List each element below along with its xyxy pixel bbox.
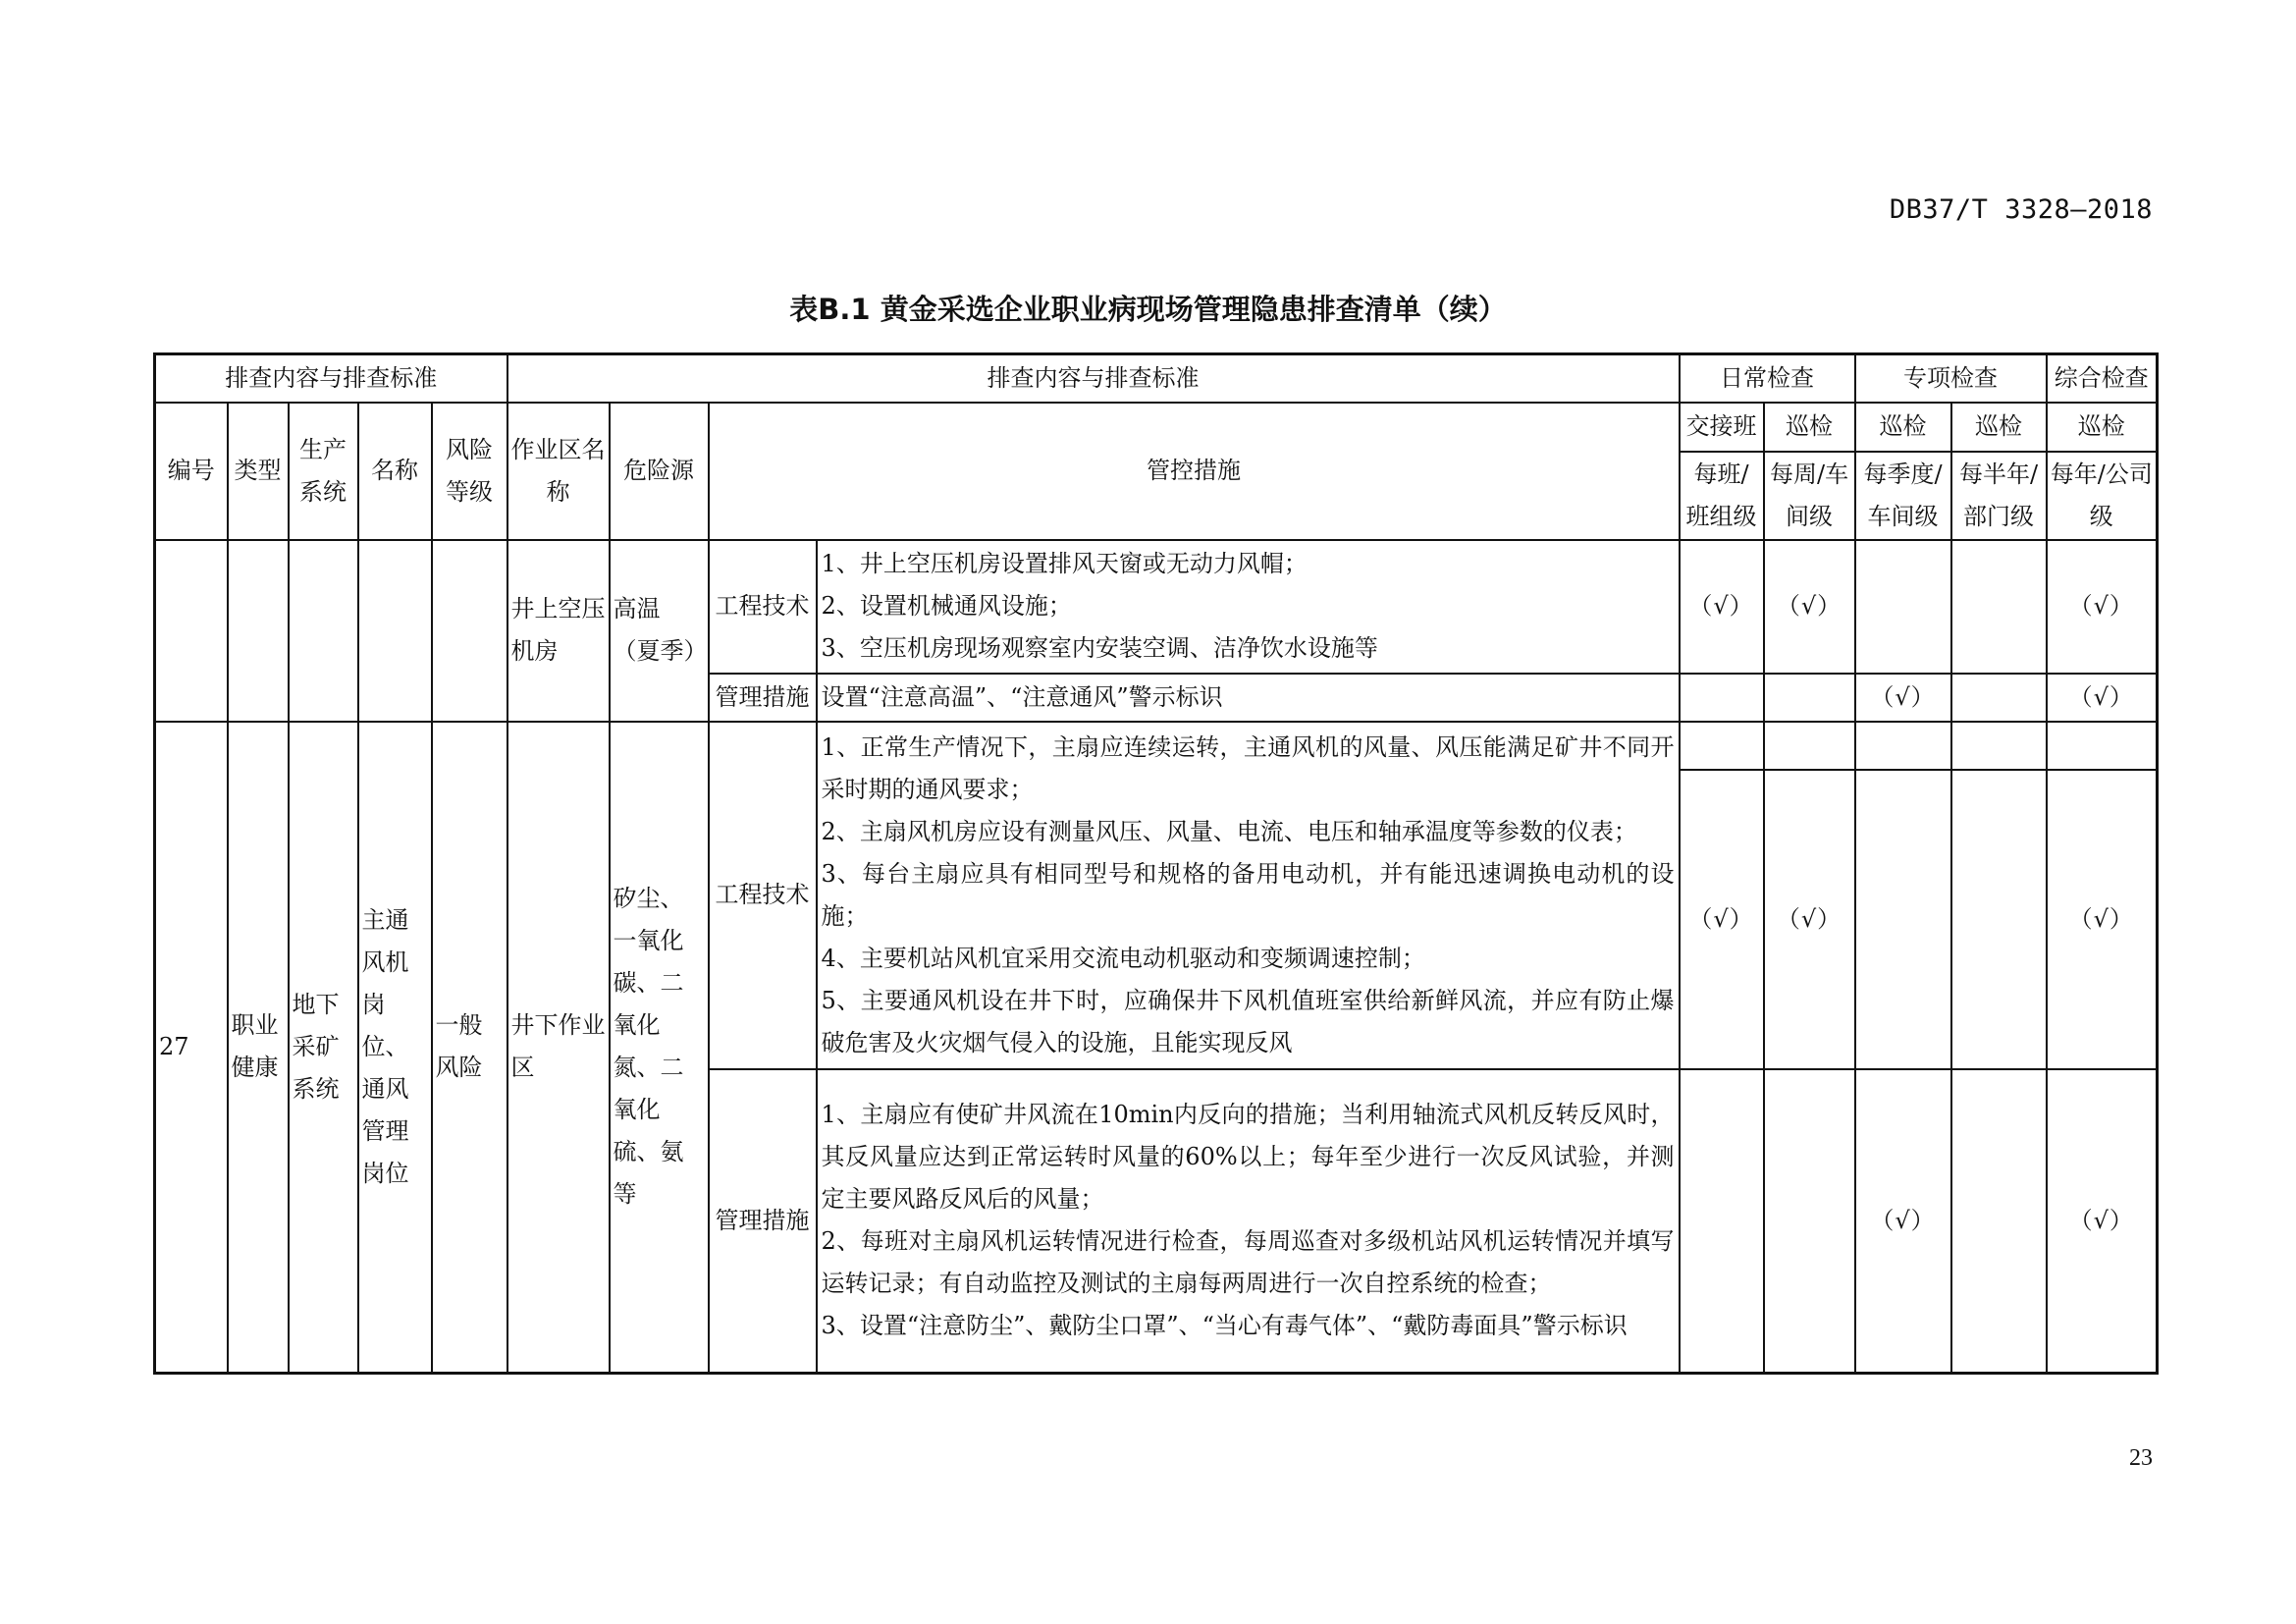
empty-check-cell [1951,722,2047,770]
header-group-right: 排查内容与排查标准 [507,354,1680,403]
check-shift [1680,1069,1764,1374]
hazard-cell: 矽尘、一氧化碳、二氧化氮、二氧化硫、氨等 [610,722,709,1374]
checklist-table [153,352,2159,1375]
header-freq-half: 每半年/部门级 [1951,452,2047,540]
measure-type-management: 管理措施 [709,1069,817,1374]
empty-check-cell [1680,722,1764,770]
check-quarter [1855,770,1951,1069]
empty-check-cell [1764,722,1855,770]
continued-risk-cell [432,540,507,722]
header-work-area: 作业区名称 [507,403,610,540]
header-group-left: 排查内容与排查标准 [155,354,507,403]
item-system-cell: 地下采矿系统 [289,722,358,1374]
check-shift [1680,674,1764,722]
measure-type-management: 管理措施 [709,674,817,722]
check-week: （√） [1764,540,1855,674]
check-half [1951,1069,2047,1374]
check-half [1951,674,2047,722]
item-risk-cell: 一般风险 [432,722,507,1374]
header-patrol-year: 巡检 [2047,403,2158,452]
table-title: 表B.1 黄金采选企业职业病现场管理隐患排查清单（续） [789,293,1507,326]
check-year: （√） [2047,1069,2158,1374]
measure-type-engineering: 工程技术 [709,722,817,1069]
header-patrol-half: 巡检 [1951,403,2047,452]
check-week [1764,674,1855,722]
continued-system-cell [289,540,358,722]
header-risk-level: 风险等级 [432,403,507,540]
header-freq-quarter: 每季度/车间级 [1855,452,1951,540]
work-area-cell: 井上空压机房 [507,540,610,722]
header-freq-year: 每年/公司级 [2047,452,2158,540]
check-half [1951,770,2047,1069]
header-comprehensive-check: 综合检查 [2047,354,2158,403]
check-quarter: （√） [1855,1069,1951,1374]
header-patrol-week: 巡检 [1764,403,1855,452]
header-special-check: 专项检查 [1855,354,2047,403]
item-type-cell: 职业健康 [228,722,289,1374]
header-control-measures: 管控措施 [709,403,1680,540]
header-type: 类型 [228,403,289,540]
page-number: 23 [2129,1445,2153,1471]
header-number: 编号 [155,403,228,540]
header-handover: 交接班 [1680,403,1764,452]
measure-text-engineering: 1、井上空压机房设置排风天窗或无动力风帽； 2、设置机械通风设施； 3、空压机房现场观察室内安装空调、洁净饮水设施等 [817,540,1680,674]
hazard-cell: 高温（夏季） [610,540,709,722]
check-quarter [1855,540,1951,674]
check-week [1764,1069,1855,1374]
work-area-cell: 井下作业区 [507,722,610,1374]
check-quarter: （√） [1855,674,1951,722]
header-name: 名称 [358,403,432,540]
document-code: DB37/T 3328—2018 [1889,194,2153,225]
item-number-cell: 27 [155,722,228,1374]
header-hazard: 危险源 [610,403,709,540]
header-patrol-quarter: 巡检 [1855,403,1951,452]
check-half [1951,540,2047,674]
empty-check-cell [1855,722,1951,770]
check-shift: （√） [1680,540,1764,674]
check-year: （√） [2047,770,2158,1069]
header-daily-check: 日常检查 [1680,354,1855,403]
empty-check-cell [2047,722,2158,770]
check-year: （√） [2047,540,2158,674]
item-name-cell: 主通风机岗位、通风管理岗位 [358,722,432,1374]
measure-text-management: 设置“注意高温”、“注意通风”警示标识 [817,674,1680,722]
measure-text-management: 1、主扇应有使矿井风流在10min内反向的措施；当利用轴流式风机反转反风时，其反风量应达到正常运转时风量的60%以上；每年至少进行一次反风试验，并测定主要风路反风后的风量； 2、每班对主扇风机运转情况进行检查，每周巡查对多级机站风机运转情况并填写运转记录；有自动监控及测试的主扇每两周进行一次自控系统的检查； 3、设置“注意防尘”、戴防尘口罩”、“当心有毒气体”、“戴防毒面具”警示标识 [817,1069,1680,1374]
continued-number-cell [155,540,228,722]
measure-text-engineering: 1、正常生产情况下，主扇应连续运转，主通风机的风量、风压能满足矿井不同开采时期的通风要求； 2、主扇风机房应设有测量风压、风量、电流、电压和轴承温度等参数的仪表； 3、每台主扇应具有相同型号和规格的备用电动机，并有能迅速调换电动机的设施； 4、主要机站风机宜采用交流电动机驱动和变频调速控制； 5、主要通风机设在井下时，应确保井下风机值班室供给新鲜风流，并应有防止爆破危害及火灾烟气侵入的设施，且能实现反风 [817,722,1680,1069]
check-week: （√） [1764,770,1855,1069]
header-freq-shift: 每班/班组级 [1680,452,1764,540]
check-year: （√） [2047,674,2158,722]
check-shift: （√） [1680,770,1764,1069]
header-system: 生产系统 [289,403,358,540]
measure-type-engineering: 工程技术 [709,540,817,674]
continued-type-cell [228,540,289,722]
header-freq-week: 每周/车间级 [1764,452,1855,540]
continued-name-cell [358,540,432,722]
